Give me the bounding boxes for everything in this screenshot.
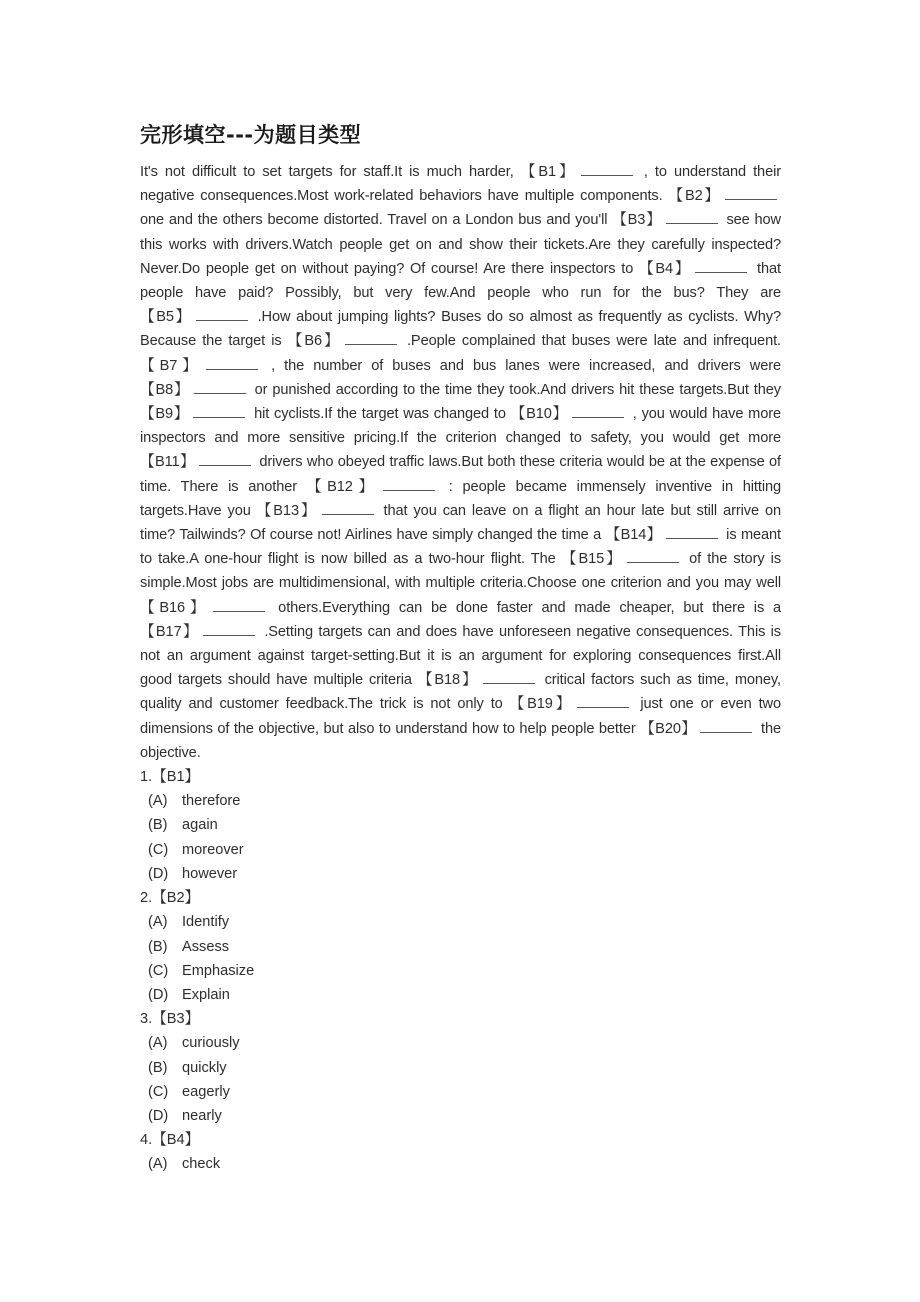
blank-underline	[483, 671, 535, 684]
answer-option[interactable]	[140, 983, 781, 1007]
option-letter: (C)	[148, 1083, 169, 1100]
blank-label: 【B9】	[140, 406, 190, 423]
question	[140, 886, 781, 1007]
blank-slot	[639, 261, 751, 277]
blank-slot	[562, 551, 683, 567]
answer-option[interactable]	[140, 1056, 781, 1080]
blank-underline	[577, 695, 629, 708]
passage-text: It's not difficult to set targets for staff.It is much harder,	[140, 164, 521, 180]
option-letter: (D)	[148, 865, 169, 882]
blank-slot	[510, 696, 634, 712]
option-text: however	[182, 865, 238, 882]
passage-text: , you would have more inspectors and more sensitive pricing.If the criterion changed to safety, you would get more	[140, 406, 782, 447]
blank-underline	[203, 623, 255, 636]
blank-slot	[140, 309, 252, 325]
blank-label: 【B2】	[668, 188, 721, 205]
answer-option[interactable]	[140, 838, 781, 862]
option-letter: (B)	[148, 817, 168, 834]
option-text: nearly	[182, 1107, 222, 1124]
passage-text: that you can leave on a flight an hour late but still arrive on time? Tailwinds? Of course not! Airlines have simply changed the time a	[140, 502, 781, 544]
question	[140, 1128, 781, 1176]
blank-label: 【B16】	[140, 599, 210, 616]
blank-slot	[612, 212, 721, 228]
blank-slot	[307, 479, 439, 495]
question-label: 4.【B4】	[140, 1132, 200, 1149]
blank-slot	[511, 406, 628, 422]
blank-slot	[257, 503, 378, 519]
blank-slot	[418, 672, 539, 688]
option-text: Explain	[182, 986, 230, 1003]
option-letter: (A)	[148, 1156, 168, 1173]
blank-underline	[581, 163, 633, 176]
option-letter: (C)	[148, 841, 169, 858]
passage-text: drivers who obeyed traffic laws.But both these criteria would be at the expense of time. There is another	[140, 454, 781, 495]
blank-slot	[140, 358, 262, 374]
answer-option[interactable]	[140, 862, 781, 886]
option-text: curiously	[182, 1035, 240, 1052]
blank-label: 【B7】	[140, 357, 203, 374]
blank-underline	[666, 526, 718, 539]
blank-underline	[725, 187, 777, 200]
blank-underline	[572, 405, 624, 418]
option-letter: (A)	[148, 793, 168, 810]
option-letter: (A)	[148, 1035, 168, 1052]
answer-option[interactable]	[140, 910, 781, 934]
question	[140, 1007, 781, 1128]
answer-option[interactable]	[140, 813, 781, 837]
blank-underline	[666, 211, 718, 224]
option-letter: (D)	[148, 986, 169, 1003]
blank-underline	[695, 260, 747, 273]
answer-option[interactable]	[140, 1152, 781, 1176]
blank-slot	[288, 333, 401, 349]
blank-label: 【B15】	[561, 551, 624, 568]
answer-option[interactable]	[140, 1080, 781, 1104]
blank-label: 【B8】	[140, 381, 190, 398]
option-letter: (B)	[148, 938, 168, 955]
blank-label: 【B14】	[605, 527, 662, 544]
option-text: Emphasize	[182, 962, 255, 979]
blank-label: 【B4】	[639, 260, 692, 277]
blank-slot	[640, 721, 756, 737]
question-label: 1.【B1】	[140, 769, 200, 786]
passage-text: is meant to take.A one-hour flight is now billed as a two-hour flight. The	[140, 527, 782, 568]
passage-text: , the number of buses and bus lanes were increased, and drivers were	[262, 357, 782, 374]
document-page	[140, 118, 781, 1177]
blank-slot	[140, 454, 255, 470]
blank-underline	[322, 502, 374, 515]
option-letter: (B)	[148, 1059, 168, 1076]
blank-label: 【B17】	[140, 623, 199, 640]
option-text: Identify	[182, 914, 230, 931]
passage-text: that people have paid? Possibly, but very few.And people who run for the bus? They are	[140, 260, 781, 302]
option-text: check	[182, 1156, 221, 1173]
option-text: therefore	[182, 793, 241, 810]
passage-text: : people became immensely inventive in hitting targets.Have you	[140, 478, 782, 519]
blank-slot	[606, 527, 722, 543]
blank-slot	[669, 188, 782, 204]
answer-option[interactable]	[140, 1031, 781, 1055]
answer-option[interactable]	[140, 935, 781, 959]
blank-underline	[199, 453, 251, 466]
passage-text: or punished according to the time they took.And drivers hit these targets.But they	[249, 381, 781, 398]
blank-underline	[213, 599, 265, 612]
blank-slot	[140, 382, 250, 398]
question-list	[140, 765, 781, 1176]
page-title: 完形填空---为题目类型	[140, 123, 362, 147]
passage-text: of the story is simple.Most jobs are multidimensional, with multiple criteria.Choose one criterion and you may well	[140, 551, 782, 592]
option-letter: (C)	[148, 962, 169, 979]
blank-underline	[383, 478, 435, 491]
blank-label: 【B12】	[306, 478, 379, 495]
blank-label: 【B10】	[510, 406, 568, 423]
blank-label: 【B1】	[520, 164, 577, 180]
blank-underline	[627, 550, 679, 563]
passage-text: just one or even two dimensions of the objective, but also to understand how to help people better	[140, 696, 781, 737]
blank-label: 【B20】	[640, 720, 697, 737]
blank-label: 【B6】	[287, 333, 341, 350]
blank-slot	[140, 406, 249, 422]
blank-underline	[700, 720, 752, 733]
blank-slot	[140, 600, 269, 616]
blank-label: 【B18】	[417, 672, 479, 689]
blank-underline	[194, 381, 246, 394]
blank-label: 【B3】	[612, 212, 662, 229]
passage-text: others.Everything can be done faster and made cheaper, but there is a	[269, 599, 781, 616]
passage-text: .People complained that buses were late and infrequent.	[400, 333, 781, 350]
blank-label: 【B11】	[140, 454, 195, 471]
answer-option[interactable]	[140, 789, 781, 813]
question-label: 2.【B2】	[140, 890, 200, 907]
answer-option[interactable]	[140, 959, 781, 983]
answer-option[interactable]	[140, 1104, 781, 1128]
passage-text: critical factors such as time, money, quality and customer feedback.The trick is not only to	[140, 672, 781, 713]
option-text: eagerly	[182, 1083, 230, 1100]
option-text: quickly	[182, 1059, 227, 1076]
option-letter: (D)	[148, 1107, 169, 1124]
option-text: Assess	[182, 938, 230, 955]
passage-text: .How about jumping lights? Buses do so almost as frequently as cyclists. Why? Because the target is	[140, 309, 781, 350]
blank-label: 【B19】	[509, 696, 574, 713]
blank-underline	[196, 308, 248, 321]
option-text: again	[182, 817, 218, 834]
passage-text: the objective.	[140, 720, 781, 761]
blank-slot	[140, 624, 259, 640]
passage-text: , to understand their negative consequences.Most work-related behaviors have multiple components.	[140, 164, 781, 205]
blank-label: 【B13】	[256, 502, 318, 519]
blank-label: 【B5】	[140, 309, 192, 326]
passage-text: see how this works with drivers.Watch people get on and show their tickets.Are they carefully inspected? Never.Do people get on without paying? Of course! Are there inspectors to	[140, 212, 781, 277]
passage-text: .Setting targets can and does have unforeseen negative consequences. This is not an argument against target-setting.But it is an argument for exploring consequences first.All good targets should have multiple criteria	[140, 623, 781, 689]
passage-text: one and the others become distorted. Travel on a London bus and you'll	[140, 212, 613, 229]
blank-underline	[345, 332, 397, 345]
passage-text: hit cyclists.If the target was changed to	[249, 406, 511, 423]
blank-underline	[206, 357, 258, 370]
blank-underline	[193, 405, 245, 418]
blank-slot	[521, 164, 637, 180]
option-text: moreover	[182, 841, 244, 858]
question	[140, 765, 781, 886]
cloze-passage	[140, 160, 781, 765]
question-label: 3.【B3】	[140, 1011, 200, 1028]
option-letter: (A)	[148, 914, 168, 931]
